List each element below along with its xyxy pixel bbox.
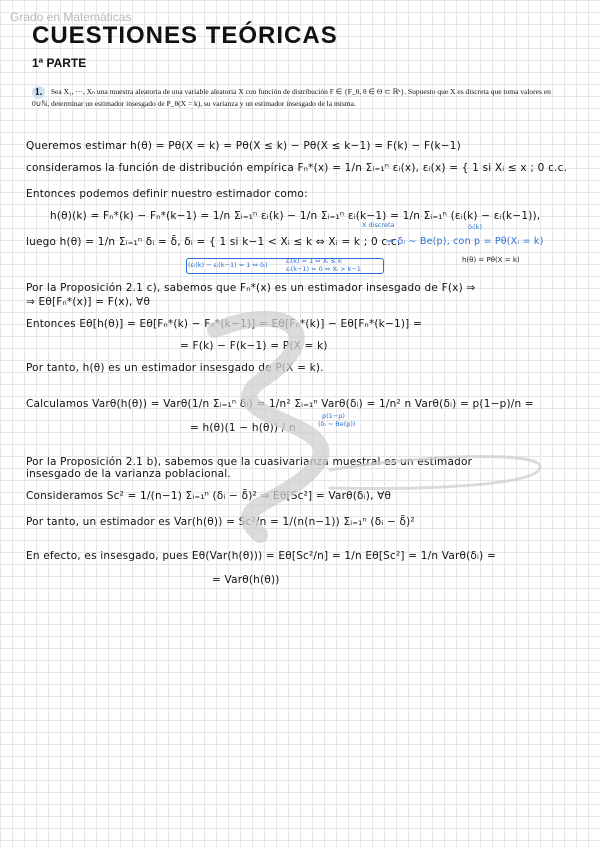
line-2: consideramos la función de distribución empírica Fₙ*(x) = 1/n Σᵢ₌₁ⁿ εᵢ(x), εᵢ(x) = { 1 si Xᵢ ≤ x ; 0 c.c.	[26, 162, 568, 174]
line-8: ⇒ Eθ[Fₙ*(x)] = F(x), ∀θ	[26, 296, 151, 308]
part-subtitle: 1ª PARTE	[32, 56, 87, 70]
line-16: Consideramos Sc² = 1/(n−1) Σᵢ₌₁ⁿ (δᵢ − δ̄)² ⇒ Eθ[Sc²] = Varθ(δᵢ), ∀θ	[26, 490, 392, 502]
annotation-p-var-1: p(1−p)	[322, 412, 345, 420]
annotation-h-eq: h(θ) = Pθ(X = k)	[462, 256, 520, 264]
line-1: Queremos estimar h(θ) = Pθ(X = k) = Pθ(X ≤ k) − Pθ(X ≤ k−1) = F(k) − F(k−1)	[26, 140, 461, 152]
page-title: CUESTIONES TEÓRICAS	[32, 22, 338, 49]
annotation-box-right-2: εᵢ(k−1) = 0 ⇔ Xᵢ > k−1	[286, 265, 361, 273]
problem-text: Sea X₁, ···, Xₙ una muestra aleatoria de una variable aleatoria X con función de distribución F ∈ {F_θ, θ ∈ Θ ⊂ ℝᵏ}. Supuesto que X es discreta que toma valores en 0∪ℕ, determinar un estimador insesgado de P_θ(X = k), su varianza y un estimador insesgado de la misma.	[32, 87, 551, 108]
line-18: En efecto, es insesgado, pues Eθ(Var(h(θ))) = Eθ[Sc²/n] = 1/n Eθ[Sc²] = 1/n Varθ(δᵢ) =	[26, 550, 496, 562]
line-19: = Varθ(h(θ))	[212, 574, 280, 586]
annotation-p-var-2: (δᵢ ∼ Be(p))	[318, 420, 356, 428]
line-7: Por la Proposición 2.1 c), sabemos que Fₙ*(x) es un estimador insesgado de F(x) ⇒	[26, 282, 476, 294]
watermark-text: Grado en Matemáticas	[10, 10, 132, 24]
line-12: Calculamos Varθ(h(θ)) = Varθ(1/n Σᵢ₌₁ⁿ δᵢ) = 1/n² Σᵢ₌₁ⁿ Varθ(δᵢ) = 1/n² n Varθ(δᵢ) = p(1−p)/n =	[26, 398, 534, 410]
line-17: Por tanto, un estimador es Var(h(θ)) = Sc²/n = 1/(n(n−1)) Σᵢ₌₁ⁿ (δᵢ − δ̄)²	[26, 516, 415, 528]
line-4: h(θ)(k) = Fₙ*(k) − Fₙ*(k−1) = 1/n Σᵢ₌₁ⁿ εᵢ(k) − 1/n Σᵢ₌₁ⁿ εᵢ(k−1) = 1/n Σᵢ₌₁ⁿ (εᵢ(k) − εᵢ(k−1)),	[50, 210, 541, 222]
line-5: luego h(θ) = 1/n Σᵢ₌₁ⁿ δᵢ = δ̄, δᵢ = { 1 si k−1 < Xᵢ ≤ k ⇔ Xᵢ = k ; 0 c.c.	[26, 236, 401, 248]
annotation-x-discreta: X discreta	[362, 221, 395, 229]
line-10: = F(k) − F(k−1) = P(X = k)	[180, 340, 328, 352]
annotation-delta-k: δᵢ(k)	[468, 223, 482, 231]
line-3: Entonces podemos definir nuestro estimador como:	[26, 188, 308, 200]
line-13: = h(θ)(1 − h(θ)) / n	[190, 422, 296, 434]
line-14: Por la Proposición 2.1 b), sabemos que la cuasivarianza muestral es un estimador	[26, 456, 473, 468]
line-11: Por tanto, h(θ) es un estimador insesgado de P(X = k).	[26, 362, 324, 374]
problem-number: 1.	[32, 86, 45, 99]
line-15: insesgado de la varianza poblacional.	[26, 468, 231, 480]
annotation-box-right-1: εᵢ(k) = 1 ⇔ Xᵢ ≤ k	[286, 257, 342, 265]
line-6: ⇒ δᵢ ∼ Be(p), con p = Pθ(Xᵢ = k)	[386, 236, 544, 247]
annotation-box-left: (εᵢ(k) − εᵢ(k−1) = 1 ⇔ δᵢ)	[188, 261, 268, 269]
line-9: Entonces Eθ[h(θ)] = Eθ[Fₙ*(k) − Fₙ*(k−1)] = Eθ[Fₙ*(k)] − Eθ[Fₙ*(k−1)] =	[26, 318, 422, 330]
